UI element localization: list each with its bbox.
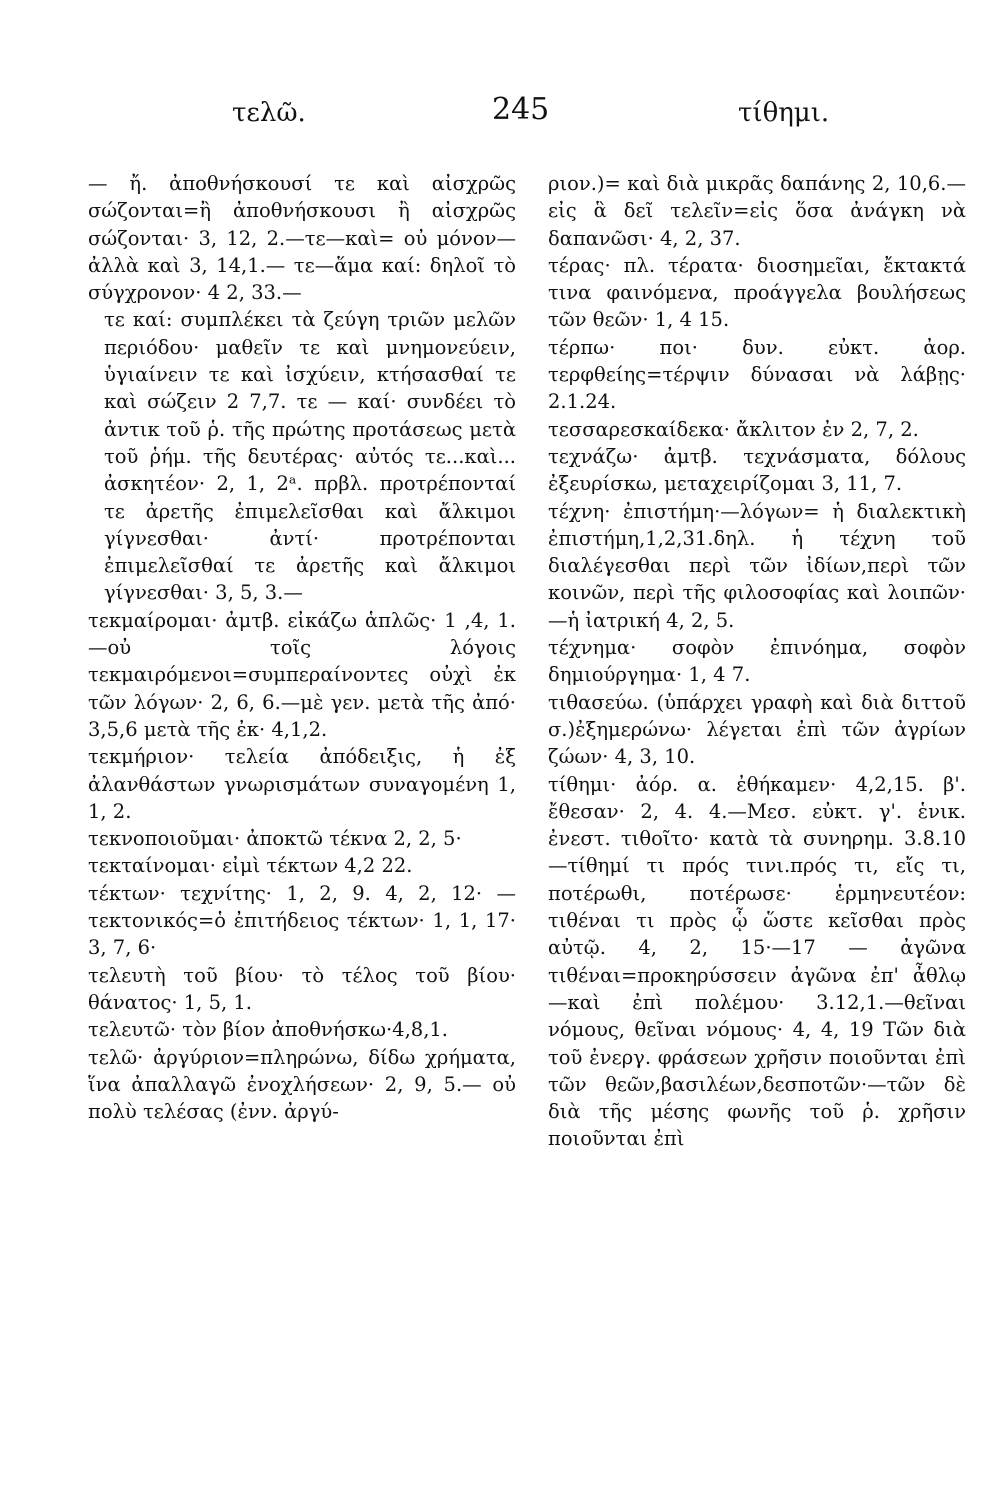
- left-running-headword: τελῶ.: [232, 98, 306, 128]
- page-number: 245: [492, 92, 550, 127]
- entry-telo: τελῶ· ἀργύριον=πληρώνω, δίδω χρήματα, ἵνα ἀπαλλαγῶ ἐνοχλήσεων· 2, 9, 5.— οὐ πολὺ τελέσας (ἐνν. ἀργύ-: [88, 1045, 516, 1124]
- entry-teleute: τελευτὴ τοῦ βίου· τὸ τέλος τοῦ βίου· θάνατος· 1, 5, 1.: [88, 963, 516, 1014]
- entry-tekmerion: τεκμήριον· τελεία ἀπόδειξις, ἡ ἐξ ἀλανθάστων γνωρισμάτων συναγομένη 1, 1, 2.: [88, 745, 516, 823]
- entry-teknopoioumai: τεκνοποιοῦμαι· ἀποκτῶ τέκνα 2, 2, 5·: [88, 827, 462, 851]
- entry-telo-continuation: ριον.)= καὶ διὰ μικρᾶς δαπάνης 2, 10,6.—εἰς ἃ δεῖ τελεῖν=εἰς ὅσα ἀνάγκη νὰ δαπανῶσι· 4, 2, 37.: [548, 172, 966, 250]
- entry-technema: τέχνημα· σοφὸν ἐπινόημα, σοφὸν δημιούργημα· 1, 4 7.: [548, 636, 966, 687]
- entry-te-continuation: — ἤ. ἀποθνήσκουσί τε καὶ αἰσχρῶς σώζονται=ἢ ἀποθνήσκουσι ἢ αἰσχρῶς σώζονται· 3, 12, 2.—τε—καὶ= οὐ μόνον—ἀλλὰ καὶ 3, 14,1.— τε—ἅμα καί: δηλοῖ τὸ σύγχρονον· 4 2, 33.—: [88, 172, 516, 305]
- entry-tessareskaideka: τεσσαρεσκαίδεκα· ἄκλιτον ἐν 2, 7, 2.: [548, 417, 919, 441]
- entry-tektainomai: τεκταίνομαι· εἰμὶ τέκτων 4,2 22.: [88, 854, 413, 878]
- entry-techne: τέχνη· ἐπιστήμη·—λόγων= ἡ διαλεκτικὴ ἐπιστήμη,1,2,31.δηλ. ἡ τέχνη τοῦ διαλέγεσθαι περὶ τῶν ἰδίων,περὶ τῶν κοινῶν, περὶ τῆς φιλοσοφίας καὶ λοιπῶν·—ἡ ἰατρική 4, 2, 5.: [548, 499, 966, 632]
- entry-terpo: τέρπω· ποι· δυν. εὐκτ. ἀορ. τερφθείης=τέρψιν δύνασαι νὰ λάβῃς· 2.1.24.: [548, 335, 966, 414]
- entry-tekmairomai: τεκμαίρομαι· ἀμτβ. εἰκάζω ἁπλῶς· 1 ,4, 1.—οὐ τοῖς λόγοις τεκμαιρόμενοι=συμπεραίνοντες οὐχὶ ἐκ τῶν λόγων· 2, 6, 6.—μὲ γεν. μετὰ τῆς ἀπό· 3,5,6 μετὰ τῆς ἐκ· 4,1,2.: [88, 608, 516, 741]
- right-running-headword: τίθημι.: [738, 98, 830, 128]
- entry-teras: τέρας· πλ. τέρατα· διοσημεῖαι, ἔκτακτά τινα φαινόμενα, προάγγελα βουλήσεως τῶν θεῶν· 1, 4 15.: [548, 253, 966, 332]
- entry-te-kai: τε καί: συμπλέκει τὰ ζεύγη τριῶν μελῶν περιόδου· μαθεῖν τε καὶ μνημονεύειν, ὑγιαίνειν τε καὶ ἰσχύειν, κτήσασθαί τε καὶ σώζειν 2 7,7. τε — καί· συνδέει τὸ ἀντικ τοῦ ῥ. τῆς πρώτης προτάσεως μετὰ τοῦ ῥήμ. τῆς δευτέρας· αὐτός τε...καὶ... ἀσκητέον· 2, 1, 2ᵃ. πρβλ. προτρέπονταί τε ἀρετῆς ἐπιμελεῖσθαι καὶ ἄλκιμοι γίγνεσθαι· ἀντί· προτρέπονται ἐπιμελεῖσθαί τε ἀρετῆς καὶ ἄλκιμοι γίγνεσθαι· 3, 5, 3.—: [104, 308, 516, 605]
- entry-teleuto: τελευτῶ· τὸν βίον ἀποθνήσκω·4,8,1.: [88, 1018, 448, 1042]
- entry-tithaseuo: τιθασεύω. (ὑπάρχει γραφὴ καὶ διὰ διττοῦ σ.)ἐξημερώνω· λέγεται ἐπὶ τῶν ἀγρίων ζώων· 4, 3, 10.: [548, 690, 966, 769]
- entry-technazo: τεχνάζω· ἀμτβ. τεχνάσματα, δόλους ἐξευρίσκω, μεταχειρίζομαι 3, 11, 7.: [548, 444, 966, 496]
- left-column: [88, 170, 516, 1125]
- page-header: [0, 92, 983, 142]
- entry-tithemi: τίθημι· ἀόρ. α. ἐθήκαμεν· 4,2,15. β'. ἔθεσαν· 2, 4. 4.—Μεσ. εὐκτ. γ'. ἑνικ. ἐνεστ. τιθοῖτο· κατὰ τὰ συνηρημ. 3.8.10 —τίθημί τι πρός τινι.πρός τι, εἴς τι, ποτέρωθι, ποτέρωσε· ἑρμηνευτέον: τιθέναι τι πρὸς ᾧ ὥστε κεῖσθαι πρὸς αὐτῷ. 4, 2, 15·—17 — ἀγῶνα τιθέναι=προκηρύσσειν ἀγῶνα ἐπ' ἆθλῳ —καὶ ἐπὶ πολέμου· 3.12,1.—θεῖναι νόμους, θεῖναι νόμους· 4, 4, 19 Τῶν διὰ τοῦ ἐνεργ. φράσεων χρῆσιν ποιοῦνται ἐπὶ τῶν θεῶν,βασιλέων,δεσποτῶν·—τῶν δὲ διὰ τῆς μέσης φωνῆς τοῦ ῥ. χρῆσιν ποιοῦνται ἐπὶ: [548, 772, 966, 1151]
- right-column: [548, 170, 966, 1153]
- entry-tekton: τέκτων· τεχνίτης· 1, 2, 9. 4, 2, 12· —τεκτονικός=ὁ ἐπιτήδειος τέκτων· 1, 1, 17· 3, 7, 6·: [88, 881, 516, 960]
